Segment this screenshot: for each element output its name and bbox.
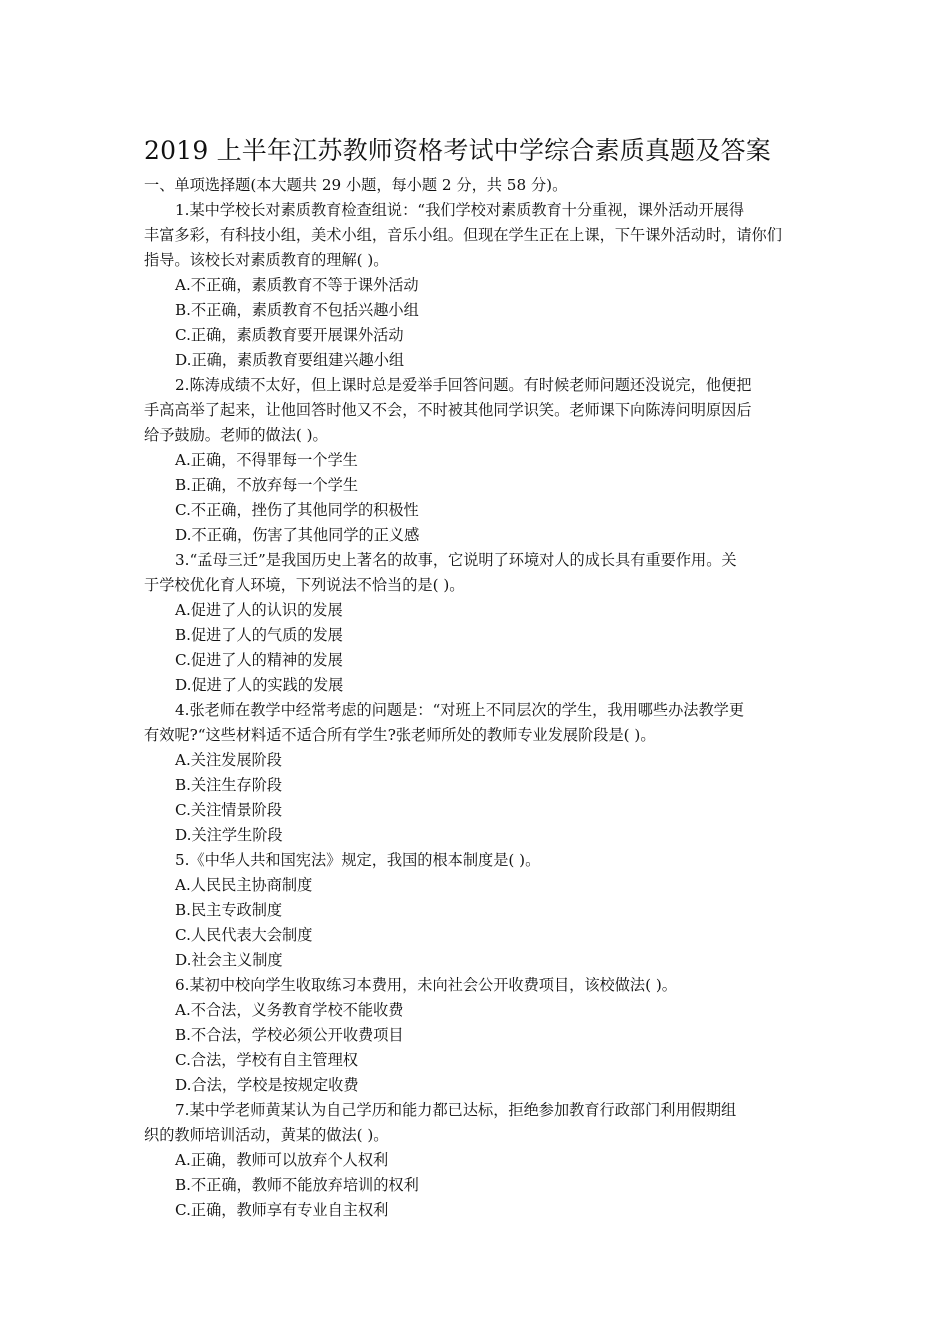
question-2-option-d: D.不正确，伤害了其他同学的正义感 xyxy=(175,526,420,544)
question-7-option-b: B.不正确，教师不能放弃培训的权利 xyxy=(175,1176,419,1194)
question-5-stem-line-1: 5.《中华人共和国宪法》规定，我国的根本制度是( )。 xyxy=(175,851,541,869)
question-2-option-c: C.不正确，挫伤了其他同学的积极性 xyxy=(175,501,419,519)
question-7-stem-line-2: 织的教师培训活动，黄某的做法( )。 xyxy=(144,1126,389,1144)
question-1-option-a: A.不正确，素质教育不等于课外活动 xyxy=(175,276,419,294)
question-3-option-c: C.促进了人的精神的发展 xyxy=(175,651,343,669)
question-1-option-d: D.正确，素质教育要组建兴趣小组 xyxy=(175,351,405,369)
question-2-stem-line-2: 手高高举了起来，让他回答时他又不会，不时被其他同学识笑。老师课下向陈涛问明原因后 xyxy=(144,401,752,419)
question-6-stem-line-1: 6.某初中校向学生收取练习本费用，未向社会公开收费项目，该校做法( )。 xyxy=(175,976,677,994)
question-6-option-b: B.不合法，学校必须公开收费项目 xyxy=(175,1026,404,1044)
question-4-stem-line-2: 有效呢?“这些材料适不适合所有学生?张老师所处的教师专业发展阶段是( )。 xyxy=(144,726,656,744)
question-6-option-d: D.合法，学校是按规定收费 xyxy=(175,1076,359,1094)
document-body xyxy=(144,173,808,1223)
question-7-option-c: C.正确，教师享有专业自主权利 xyxy=(175,1201,389,1219)
question-2-stem-line-1: 2.陈涛成绩不太好，但上课时总是爱举手回答问题。有时候老师问题还没说完，他便把 xyxy=(175,376,752,394)
question-7-stem-line-1: 7.某中学老师黄某认为自己学历和能力都已达标，拒绝参加教育行政部门利用假期组 xyxy=(175,1101,737,1119)
question-3-option-a: A.促进了人的认识的发展 xyxy=(175,601,343,619)
section-heading: 一、单项选择题(本大题共 29 小题，每小题 2 分，共 58 分)。 xyxy=(144,176,568,194)
question-5-option-c: C.人民代表大会制度 xyxy=(175,926,313,944)
question-7-option-a: A.正确，教师可以放弃个人权利 xyxy=(175,1151,389,1169)
document-title: 2019 上半年江苏教师资格考试中学综合素质真题及答案 xyxy=(144,136,771,165)
question-1-stem-line-1: 1.某中学校长对素质教育检查组说：“我们学校对素质教育十分重视，课外活动开展得 xyxy=(175,201,745,219)
question-3-stem-line-2: 于学校优化育人环境，下列说法不恰当的是( )。 xyxy=(144,576,465,594)
question-3-option-b: B.促进了人的气质的发展 xyxy=(175,626,343,644)
question-1-option-b: B.不正确，素质教育不包括兴趣小组 xyxy=(175,301,419,319)
question-4-option-d: D.关注学生阶段 xyxy=(175,826,283,844)
question-3-option-d: D.促进了人的实践的发展 xyxy=(175,676,344,694)
question-1-stem-line-2: 丰富多彩，有科技小组，美术小组，音乐小组。但现在学生正在上课，下午课外活动时，请你们 xyxy=(144,226,782,244)
question-6-option-c: C.合法，学校有自主管理权 xyxy=(175,1051,358,1069)
question-4-option-c: C.关注情景阶段 xyxy=(175,801,283,819)
question-5-option-d: D.社会主义制度 xyxy=(175,951,283,969)
question-3-stem-line-1: 3.“孟母三迁”是我国历史上著名的故事，它说明了环境对人的成长具有重要作用。关 xyxy=(175,551,737,569)
question-1-stem-line-3: 指导。该校长对素质教育的理解( )。 xyxy=(144,251,389,269)
question-2-stem-line-3: 给予鼓励。老师的做法( )。 xyxy=(144,426,328,444)
question-4-option-a: A.关注发展阶段 xyxy=(175,751,282,769)
question-2-option-b: B.正确，不放弃每一个学生 xyxy=(175,476,359,494)
question-1-option-c: C.正确，素质教育要开展课外活动 xyxy=(175,326,404,344)
question-5-option-a: A.人民民主协商制度 xyxy=(175,876,313,894)
question-2-option-a: A.正确，不得罪每一个学生 xyxy=(175,451,358,469)
question-4-stem-line-1: 4.张老师在教学中经常考虑的问题是：“对班上不同层次的学生，我用哪些办法教学更 xyxy=(175,701,745,719)
question-6-option-a: A.不合法，义务教育学校不能收费 xyxy=(175,1001,404,1019)
question-4-option-b: B.关注生存阶段 xyxy=(175,776,283,794)
question-5-option-b: B.民主专政制度 xyxy=(175,901,283,919)
